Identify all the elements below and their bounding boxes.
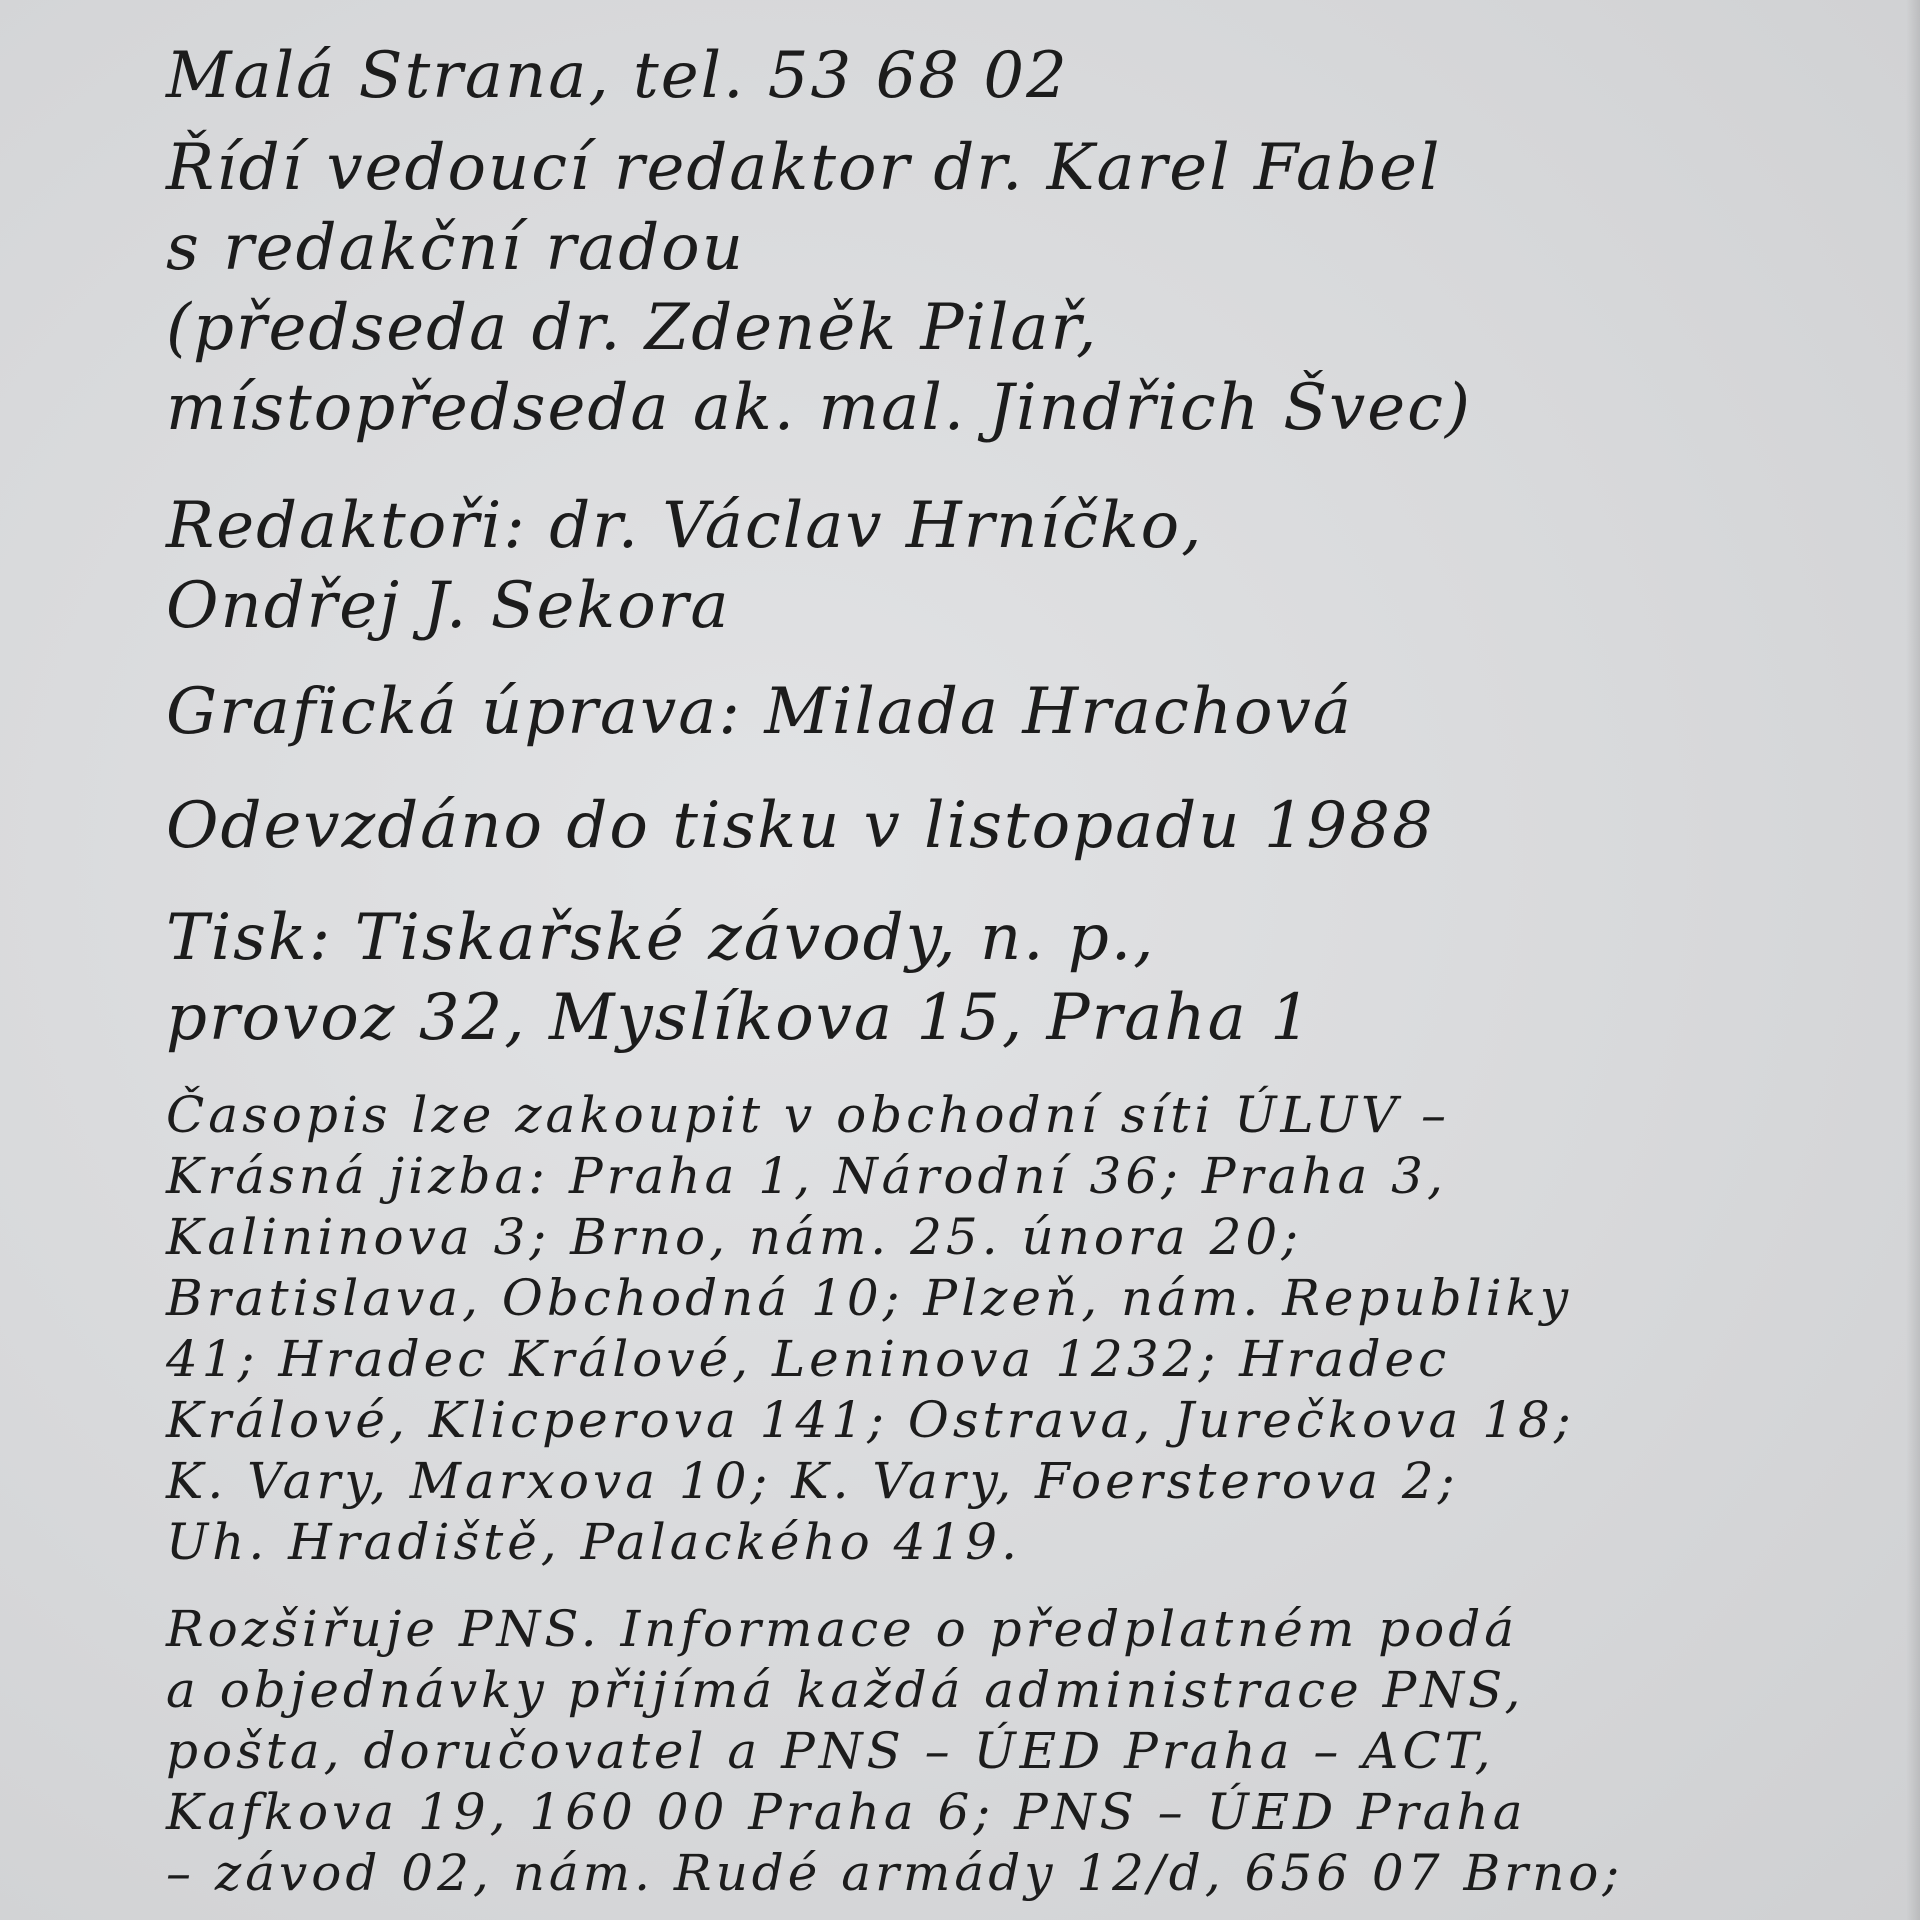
shops-line: K. Vary, Marxova 10; K. Vary, Foersterova 2;	[166, 1452, 1459, 1510]
shops-line: Bratislava, Obchodná 10; Plzeň, nám. Republiky	[166, 1269, 1573, 1327]
subscription-line: a objednávky přijímá každá administrace PNS,	[166, 1661, 1525, 1719]
editorial-board-line: místopředseda ak. mal. Jindřich Švec)	[166, 371, 1472, 445]
graphic-design-line: Grafická úprava: Milada Hrachová	[166, 675, 1353, 749]
address-block	[166, 0, 1069, 116]
subscription-line: Kafkova 19, 160 00 Praha 6; PNS – ÚED Praha	[166, 1783, 1527, 1841]
shops-line: 41; Hradec Králové, Leninova 1232; Hradec	[166, 1330, 1451, 1388]
subscription-line: pošta, doručovatel a PNS – ÚED Praha – ACT,	[166, 1722, 1495, 1780]
address-line: Malá Strana, tel. 53 68 02	[166, 39, 1069, 113]
subscription-line: Rozšiřuje PNS. Informace o předplatném podá	[166, 1600, 1519, 1658]
graphic-design-block	[166, 672, 1353, 752]
shops-line: Kalininova 3; Brno, nám. 25. února 20;	[166, 1208, 1303, 1266]
print-date-block	[166, 786, 1435, 866]
shops-line: Králové, Klicperova 141; Ostrava, Jurečkova 18;	[166, 1391, 1575, 1449]
shops-line: Uh. Hradiště, Palackého 419.	[166, 1513, 1021, 1571]
page-edge-shadow	[1906, 0, 1920, 1920]
editorial-board-block	[166, 128, 1472, 448]
editorial-board-line: s redakční radou	[166, 211, 745, 285]
editorial-board-line: (předseda dr. Zdeněk Pilař,	[166, 291, 1099, 365]
subscription-block	[166, 1599, 1623, 1904]
printer-block	[166, 898, 1313, 1058]
shops-block	[166, 1085, 1575, 1573]
shops-line: Krásná jizba: Praha 1, Národní 36; Praha 3,	[166, 1147, 1447, 1205]
editors-line: Ondřej J. Sekora	[166, 569, 731, 643]
printer-line: provoz 32, Myslíkova 15, Praha 1	[166, 981, 1313, 1055]
subscription-line: – závod 02, nám. Rudé armády 12/d, 656 07 Brno;	[166, 1844, 1624, 1902]
printer-line: Tisk: Tiskařské závody, n. p.,	[166, 901, 1156, 975]
print-date-line: Odevzdáno do tisku v listopadu 1988	[166, 789, 1435, 863]
editors-block	[166, 486, 1203, 646]
shops-line: Časopis lze zakoupit v obchodní síti ÚLUV –	[166, 1086, 1450, 1144]
editorial-board-line: Řídí vedoucí redaktor dr. Karel Fabel	[166, 131, 1442, 205]
editors-line: Redaktoři: dr. Václav Hrníčko,	[166, 489, 1204, 563]
